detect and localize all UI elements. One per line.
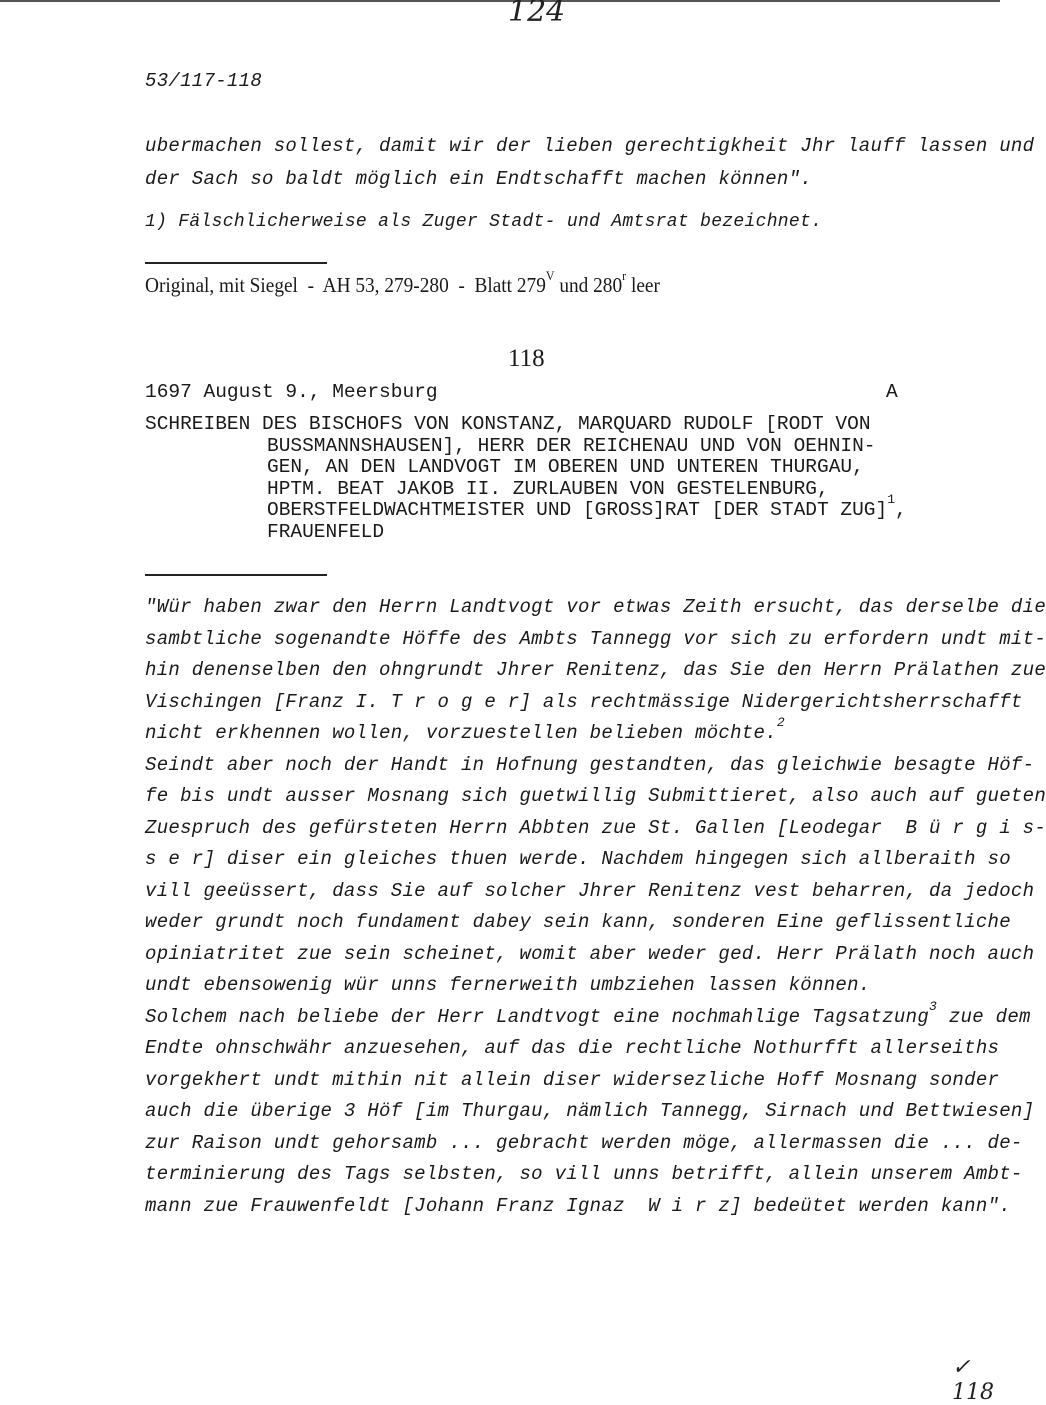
quote-line bbox=[145, 1037, 999, 1059]
text-segment: Seindt aber noch der Handt in Hofnung gestandten, das gleichwie besagte Höf- bbox=[145, 753, 1035, 776]
text-segment: Solchem nach beliebe der Herr Landtvogt eine nochmahlige Tagsatzung bbox=[145, 1005, 930, 1028]
quote-line bbox=[145, 817, 1046, 839]
text-segment: "Wür haben zwar den Herrn Landtvogt vor etwas Zeith ersucht, das derselbe die bbox=[145, 596, 1046, 618]
footnote: 1) Fälschlicherweise als Zuger Stadt- und Amtsrat bezeichnet. bbox=[145, 212, 823, 232]
text-segment: GEN, AN DEN LANDVOGT IM OBEREN UND UNTEREN THURGAU, bbox=[267, 456, 864, 479]
quote-line bbox=[145, 848, 1011, 870]
heading-line bbox=[145, 413, 871, 435]
quote-line bbox=[145, 659, 1046, 681]
heading-line bbox=[267, 521, 384, 543]
heading-line bbox=[267, 435, 876, 457]
quote-line bbox=[145, 1132, 1023, 1154]
footnote-marker: 3 bbox=[929, 998, 938, 1014]
quote-line bbox=[145, 1069, 999, 1091]
reference-number: 53/117-118 bbox=[145, 70, 263, 92]
quote-line bbox=[145, 998, 1031, 1028]
quote-line bbox=[145, 754, 1034, 776]
text-segment: zue dem bbox=[937, 1005, 1031, 1028]
text-segment: vorgekhert undt mithin nit allein diser widersezliche Hoff Mosnang sonder bbox=[145, 1068, 1000, 1091]
text-segment: leer bbox=[626, 273, 660, 297]
quote-line bbox=[145, 691, 1023, 713]
text-line bbox=[145, 168, 812, 190]
text-segment: FRAUENFELD bbox=[267, 521, 385, 543]
quote-line bbox=[145, 1195, 1011, 1217]
text-segment: ubermachen sollest, damit wir der lieben gerechtigkheit Jhr lauff lassen und bbox=[145, 135, 1035, 157]
footnote-marker: V bbox=[545, 268, 555, 283]
quote-line bbox=[145, 1100, 1034, 1122]
heading-line bbox=[267, 456, 864, 478]
text-segment: sambtliche sogenandte Höffe des Ambts Tannegg vor sich zu erfordern undt mit- bbox=[145, 627, 1046, 650]
section-rule bbox=[145, 574, 327, 576]
text-segment: auch die überige 3 Höf [im Thurgau, nämlich Tannegg, Sirnach und Bettwiesen] bbox=[145, 1100, 1035, 1122]
handwritten-page-number: 124 bbox=[508, 0, 566, 29]
quote-line bbox=[145, 715, 786, 744]
text-segment: OBERSTFELDWACHTMEISTER UND [GROSS]RAT [DER STADT ZUG] bbox=[267, 499, 888, 522]
footnote-marker: 1 bbox=[887, 492, 896, 508]
quote-line bbox=[145, 943, 1034, 965]
text-segment: und 280 bbox=[554, 273, 623, 297]
text-segment: Zuespruch des gefürsteten Herrn Abbten zue St. Gallen [Leodegar B ü r g i s- bbox=[145, 816, 1046, 839]
text-segment: Original, mit Siegel - AH 53, 279-280 - Blatt 279 bbox=[145, 273, 546, 297]
quote-line bbox=[145, 596, 1046, 618]
classification: A bbox=[886, 381, 898, 403]
text-segment: der Sach so baldt möglich ein Endtschafft machen können". bbox=[145, 168, 813, 190]
footnote-rule bbox=[145, 262, 327, 264]
text-segment: mann zue Frauwenfeldt [Johann Franz Ignaz W i r z] bedeütet werden kann". bbox=[145, 1194, 1011, 1217]
quote-line bbox=[145, 974, 871, 996]
quote-line bbox=[145, 911, 1011, 933]
handwritten-mark: ✓ 118 bbox=[952, 1355, 994, 1405]
document-number: 118 bbox=[508, 345, 545, 372]
footnote-marker: r bbox=[622, 268, 627, 283]
text-segment: undt ebensowenig wür unns fernerweith umbziehen lassen können. bbox=[145, 974, 871, 996]
text-segment: opiniatritet zue sein scheinet, womit aber weder ged. Herr Prälath noch auch bbox=[145, 942, 1035, 965]
text-segment: zur Raison undt gehorsamb ... gebracht werden möge, allermassen die ... de- bbox=[145, 1131, 1023, 1154]
heading-line bbox=[267, 492, 907, 522]
text-segment: Endte ohnschwähr anzuesehen, auf das die rechtliche Nothurfft allerseiths bbox=[145, 1037, 1000, 1059]
text-line bbox=[145, 135, 1034, 157]
text-segment: Vischingen [Franz I. T r o g e r] als rechtmässige Nidergerichtsherrschafft bbox=[145, 690, 1023, 713]
text-segment: vill geeüssert, dass Sie auf solcher Jhrer Renitenz vest beharren, da jedoch bbox=[145, 879, 1035, 902]
date-place: 1697 August 9., Meersburg bbox=[145, 381, 438, 403]
text-segment: nicht erkhennen wollen, vorzuestellen belieben möchte. bbox=[145, 722, 777, 744]
text-segment: fe bis undt ausser Mosnang sich guetwillig Submittieret, also auch auf gueten bbox=[145, 785, 1046, 807]
footnote-marker: 2 bbox=[776, 715, 786, 730]
quote-line bbox=[145, 785, 1046, 807]
quote-line bbox=[145, 1163, 1023, 1185]
quote-line bbox=[145, 628, 1046, 650]
text-segment: HPTM. BEAT JAKOB II. ZURLAUBEN VON GESTELENBURG, bbox=[267, 477, 829, 500]
text-segment: weder grundt noch fundament dabey sein kann, sonderen Eine geflissentliche bbox=[145, 911, 1011, 933]
text-segment: , bbox=[895, 499, 907, 522]
text-segment: BUSSMANNSHAUSEN], HERR DER REICHENAU UND VON OEHNIN- bbox=[267, 434, 876, 457]
text-segment: SCHREIBEN DES BISCHOFS VON KONSTANZ, MARQUARD RUDOLF [RODT VON bbox=[145, 413, 871, 435]
text-segment: hin denenselben den ohngrundt Jhrer Renitenz, das Sie den Herrn Prälathen zue bbox=[145, 659, 1046, 681]
heading-line bbox=[267, 478, 829, 500]
quote-line bbox=[145, 880, 1034, 902]
scan-border bbox=[0, 0, 1000, 2]
text-segment: terminierung des Tags selbsten, so vill unns betrifft, allein unserem Ambt- bbox=[145, 1163, 1023, 1185]
source-line bbox=[145, 268, 660, 298]
text-segment: s e r] diser ein gleiches thuen werde. Nachdem hingegen sich allberaith so bbox=[145, 848, 1011, 870]
